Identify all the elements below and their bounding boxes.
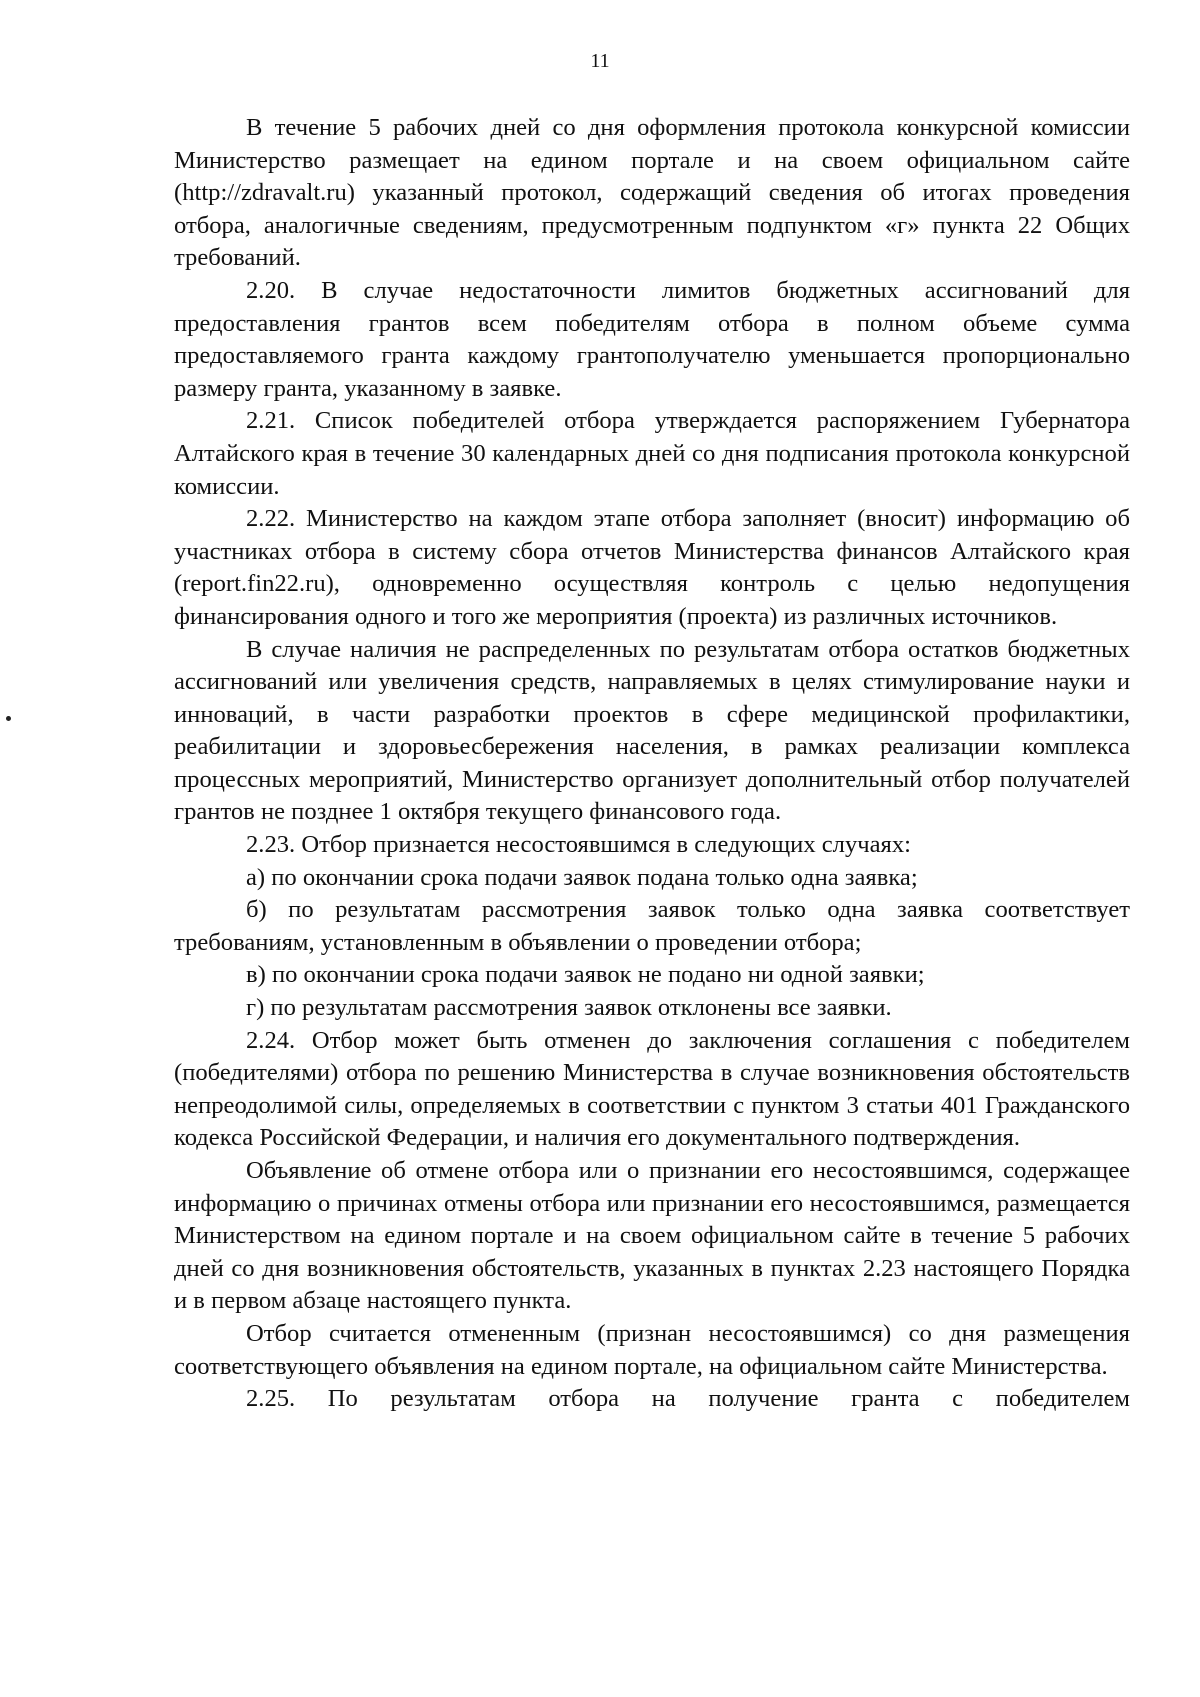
paragraph-2-20: 2.20. В случае недостаточности лимитов бюджетных ассигнований для предоставления грантов всем победителям отбора в полном объеме сумма предоставляемого гранта каждому грантополучателю уменьшается пропорционально размеру гранта, указанному в заявке. xyxy=(174,276,1130,402)
list-item-b: б) по результатам рассмотрения заявок только одна заявка соответствует требованиям, установленным в объявлении о проведении отбора; xyxy=(174,896,1130,956)
paragraph-2-22: 2.22. Министерство на каждом этапе отбора заполняет (вносит) информацию об участниках отбора в систему сбора отчетов Министерства финансов Алтайского края (report.fin22.ru), одновременно осуществляя контроль с целью недопущения финансирования одного и того же мероприятия (проекта) из различных источников. xyxy=(174,505,1130,630)
paragraph-cancellation-effective: Отбор считается отмененным (признан несостоявшимся) со дня размещения соответствующего объявления на едином портале, на официальном сайте Министерства. xyxy=(174,1319,1130,1380)
paragraph-2-25: 2.25. По результатам отбора на получение гранта с победителем xyxy=(246,1385,1130,1413)
paragraph-2-23: 2.23. Отбор признается несостоявшимся в следующих случаях: xyxy=(246,831,911,859)
scan-dot-mark xyxy=(6,716,11,721)
paragraph-2-24: 2.24. Отбор может быть отменен до заключения соглашения с победителем (победителями) отбора по решению Министерства в случае возникновения обстоятельств непреодолимой силы, определяемых в соответствии с пунктом 3 статьи 401 Гражданского кодекса Российской Федерации, и наличия его документального подтверждения. xyxy=(174,1026,1130,1152)
page-number: 11 xyxy=(590,50,610,72)
document-body xyxy=(174,112,1130,1416)
list-item-g: г) по результатам рассмотрения заявок отклонены все заявки. xyxy=(246,994,892,1022)
list-item-a: а) по окончании срока подачи заявок подана только одна заявка; xyxy=(246,863,918,891)
paragraph-2-21: 2.21. Список победителей отбора утверждается распоряжением Губернатора Алтайского края в течение 30 календарных дней со дня подписания протокола конкурсной комиссии. xyxy=(174,407,1130,500)
paragraph-additional-selection: В случае наличия не распределенных по результатам отбора остатков бюджетных ассигнований или увеличения средств, направляемых в целях стимулирование науки и инноваций, в части разработки проектов в сфере медицинской профилактики, реабилитации и здоровьесбережения населения, в рамках реализации комплекса процессных мероприятий, Министерство организует дополнительный отбор получателей грантов не позднее 1 октября текущего финансового года. xyxy=(174,635,1130,826)
paragraph-protocol-publication: В течение 5 рабочих дней со дня оформления протокола конкурсной комиссии Министерство размещает на едином портале и на своем официальном сайте (http://zdravalt.ru) указанный протокол, содержащий сведения об итогах проведения отбора, аналогичные сведениям, предусмотренным подпунктом «г» пункта 22 Общих требований. xyxy=(174,114,1130,272)
paragraph-cancellation-notice: Объявление об отмене отбора или о признании его несостоявшимся, содержащее информацию о причинах отмены отбора или признании его несостоявшимся, размещается Министерством на едином портале и на своем официальном сайте в течение 5 рабочих дней со дня возникновения обстоятельств, указанных в пунктах 2.23 настоящего Порядка и в первом абзаце настоящего пункта. xyxy=(174,1157,1130,1315)
list-item-v: в) по окончании срока подачи заявок не подано ни одной заявки; xyxy=(246,961,925,989)
